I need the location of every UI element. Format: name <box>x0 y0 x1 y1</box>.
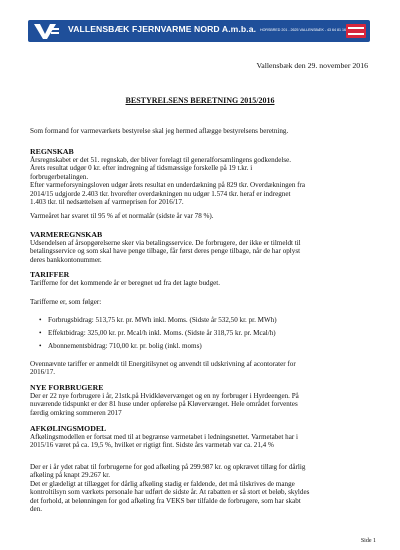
section-afkolingsmodel <box>30 424 374 450</box>
text-line: 1.403 tkr. til nedsættelsen af varmeprisen for 2016/17. <box>30 198 184 207</box>
tariff-list <box>39 314 378 353</box>
section-nye-forbrugere <box>30 383 374 417</box>
tariffer-intro: Tarifferne er, som følger: <box>30 298 102 306</box>
company-address: HORSBRED 201 - 2625 VALLENSBÆK - 43 64 81 16 <box>260 28 347 32</box>
text-line: Der er i år ydet rabat til forbrugerne for god afkøling på 299.987 kr. og opkrævet tillæg for dårlig <box>30 463 306 471</box>
section-heading: NYE FORBRUGERE <box>30 383 104 392</box>
text-line: Ovennævnte tariffer er anmeldt til Energitilsynet og anvendt til udskrivning af acontorater for <box>30 360 296 368</box>
bullet-icon: • <box>39 316 42 324</box>
text-line: Efter varmeforsyningsloven udgør årets resultat en underdækning på 829 tkr. Overdækningen fra <box>30 181 306 190</box>
text-line: betalingsservice og som skal have penge tilbage, får først deres penge tilbage, når de har oplyst <box>30 247 301 256</box>
text-line: kontroltilsyn som værkets personale har udført de sidste år. At rabatten er så stort et beløb, skyldes <box>30 488 310 497</box>
list-item-text: Effektbidrag: 325,00 kr. pr. Mcal/h inkl. Moms. (Sidste år 318,75 kr. pr. Mcal/h) <box>48 329 276 337</box>
section-heading: REGNSKAB <box>30 147 74 156</box>
text-line: nuværende tidspunkt er der 81 huse under opførelse på Kløvervænget. Hele området forventes <box>30 400 298 409</box>
text-line: Der er 22 nye forbrugere i år, 21stk.på Hvidkløvervænget og en ny forbruger i Hyrdeengen. På <box>30 392 299 400</box>
text-line: afkøling på knapt 29.267 kr. <box>30 471 110 480</box>
text-line: 2015/16 været på ca. 19,5 %, hvilket er rigtigt fint. Sidste års varmetab var ca. 21,4 % <box>30 441 274 450</box>
text-line: den. <box>30 505 43 514</box>
text-line: Tarifferne for det kommende år er beregnet ud fra det lagte budget. <box>30 279 221 287</box>
bullet-icon: • <box>39 329 42 337</box>
text-line: Det er glædeligt at tillægget for dårlig afkøling stadig er faldende, det må tilskrives de mange <box>30 479 295 488</box>
afkoling-paragraph <box>30 463 374 513</box>
varme-paragraph: Varmeåret har svaret til 95 % af et normalår (sidste år var 78 %). <box>30 212 214 220</box>
text-line: Årets resultat udgør 0 kr. efter indregning af tidsmæssige forskelle på 19 t.kr. i <box>30 164 253 173</box>
company-name: VALLENSBÆK FJERNVARME NORD A.m.b.a. <box>68 24 257 34</box>
intro-paragraph: Som formand for varmeværkets bestyrelse skal jeg hermed aflægge bestyrelsens beretning. <box>30 127 289 135</box>
section-varmeregnskab <box>30 230 374 264</box>
list-item <box>39 327 378 340</box>
document-date: Vallensbæk den 29. november 2016 <box>256 61 368 70</box>
text-line: Afkølingsmodellen er fortsat med til at begrænse varmetabet i ledningsnettet. Varmetabet har i <box>30 433 298 441</box>
letterhead <box>28 20 370 42</box>
company-logo-icon <box>32 22 60 40</box>
text-line: det forhold, at belønningen for god afkøling fra VEKS bør tilfalde de forbrugere, som har skabt <box>30 496 301 505</box>
text-line: 2016/17. <box>30 368 56 377</box>
text-line: forbrugerbetalingen. <box>30 172 89 181</box>
section-heading: VARMEREGNSKAB <box>30 230 103 239</box>
section-heading: TARIFFER <box>30 270 70 279</box>
list-item-text: Abonnementsbidrag: 710,00 kr. pr. bolig (inkl. moms) <box>48 342 202 350</box>
section-heading: AFKØLINGSMODEL <box>30 424 107 433</box>
list-item-text: Forbrugsbidrag: 513,75 kr. pr. MWh inkl. Moms. (Sidste år 532,50 kr. pr. MWh) <box>48 316 277 324</box>
page-number: Side 1 <box>360 538 376 544</box>
list-item <box>39 314 378 327</box>
tariffer-after <box>30 360 374 377</box>
text-line: Årsregnskabet er det 51. regnskab, der bliver forelagt til generalforsamlingens godkendelse. <box>30 156 292 164</box>
text-line: Udsendelsen af årsopgørelserne sker via betalingsservice. De forbrugere, der ikke er tilmeldt til <box>30 239 301 247</box>
list-item <box>39 340 378 353</box>
section-regnskab <box>30 147 374 206</box>
text-line: 2014/15 udgjorde 2.403 tkr. hvorefter overdækningen nu udgør 1.574 tkr. heraf er indregnet <box>30 189 291 198</box>
flag-icon <box>346 24 366 38</box>
document-title: BESTYRELSENS BERETNING 2015/2016 <box>125 96 275 105</box>
text-line: deres bankkontonummer. <box>30 255 102 264</box>
section-tariffer <box>30 270 374 287</box>
text-line: færdig omkring sommeren 2017 <box>30 408 122 417</box>
bullet-icon: • <box>39 342 42 350</box>
